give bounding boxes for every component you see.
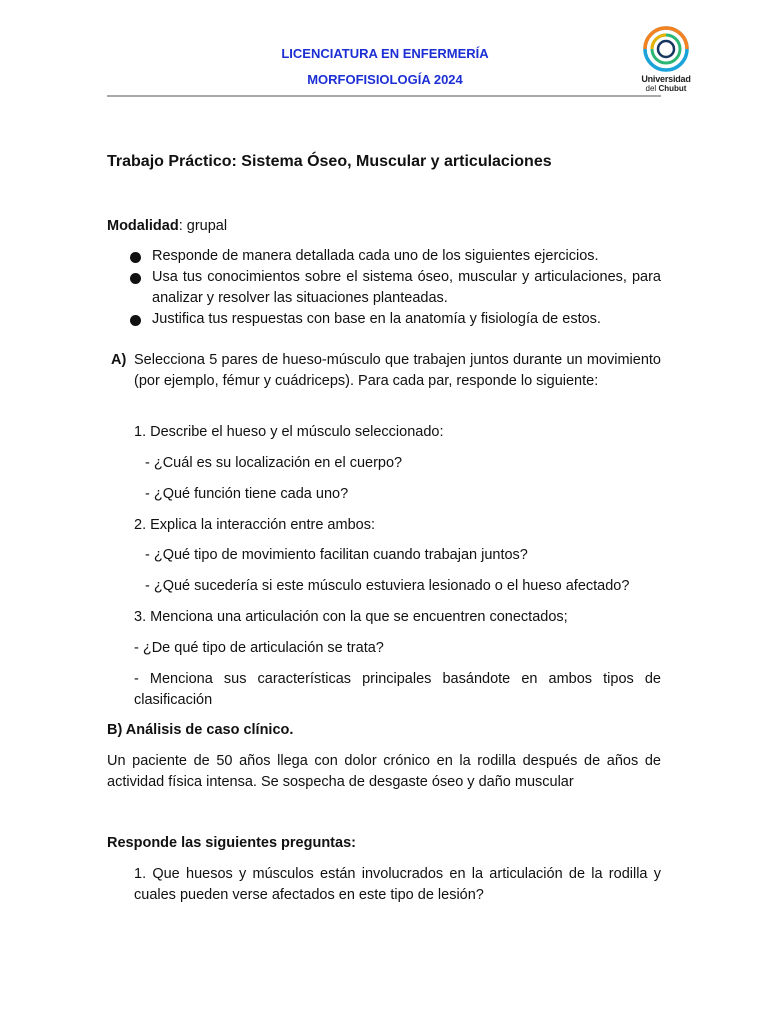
section-a-question-2a: - ¿Qué tipo de movimiento facilitan cuando trabajan juntos? [145,547,528,563]
header-divider [107,95,661,97]
section-a-question-1: 1. Describe el hueso y el músculo seleccionado: [134,424,444,440]
logo-rings-icon [632,22,700,74]
section-a-question-1b: - ¿Qué función tiene cada uno? [145,486,349,502]
section-a-marker: A) [111,352,127,368]
section-a-question-3: 3. Menciona una articulación con la que se encuentren conectados; [134,609,568,625]
bullet-dot [130,315,141,326]
section-a-question-3a: - ¿De qué tipo de articulación se trata? [134,640,384,656]
modality-label: Modalidad [107,218,179,234]
bullet-item-1: Responde de manera detallada cada uno de los siguientes ejercicios. [152,248,599,264]
bullet-dot [130,273,141,284]
section-a-question-2b: - ¿Qué sucedería si este músculo estuviera lesionado o el hueso afectado? [145,578,630,594]
modality-line [107,216,227,237]
section-a-intro: Selecciona 5 pares de hueso-músculo que trabajen juntos durante un movimiento (por ejemplo, fémur y cuádriceps). Para cada par, responde lo siguiente: [134,352,661,389]
section-b-questions-heading: Responde las siguientes preguntas: [107,835,356,851]
program-name: LICENCIATURA EN ENFERMERÍA [281,46,489,61]
university-logo [632,22,700,98]
modality-value: : grupal [178,218,228,234]
section-b-case: Un paciente de 50 años llega con dolor crónico en la rodilla después de años de actividad física intensa. Se sospecha de desgaste óseo y daño muscular [107,753,661,790]
section-a-question-2: 2. Explica la interacción entre ambos: [134,517,375,533]
course-name: MORFOFISIOLOGÍA 2024 [307,72,463,87]
bullet-dot [130,252,141,263]
section-a-question-3b: - Menciona sus características principales basándote en ambos tipos de clasificación [134,671,661,708]
logo-text-del-chubut: del Chubut [645,84,687,93]
section-b-question-1: 1. Que huesos y músculos están involucrados en la articulación de la rodilla y cuales pueden verse afectados en este tipo de lesión? [134,866,661,903]
bullet-item-2: Usa tus conocimientos sobre el sistema óseo, muscular y articulaciones, para analizar y resolver las situaciones planteadas. [152,269,661,306]
bullet-item-3: Justifica tus respuestas con base en la anatomía y fisiología de estos. [152,311,601,327]
logo-text-universidad: Universidad [641,74,691,84]
section-b-heading: B) Análisis de caso clínico. [107,722,294,738]
section-a-question-1a: - ¿Cuál es su localización en el cuerpo? [145,455,403,471]
page-title: Trabajo Práctico: Sistema Óseo, Muscular y articulaciones [107,153,552,170]
